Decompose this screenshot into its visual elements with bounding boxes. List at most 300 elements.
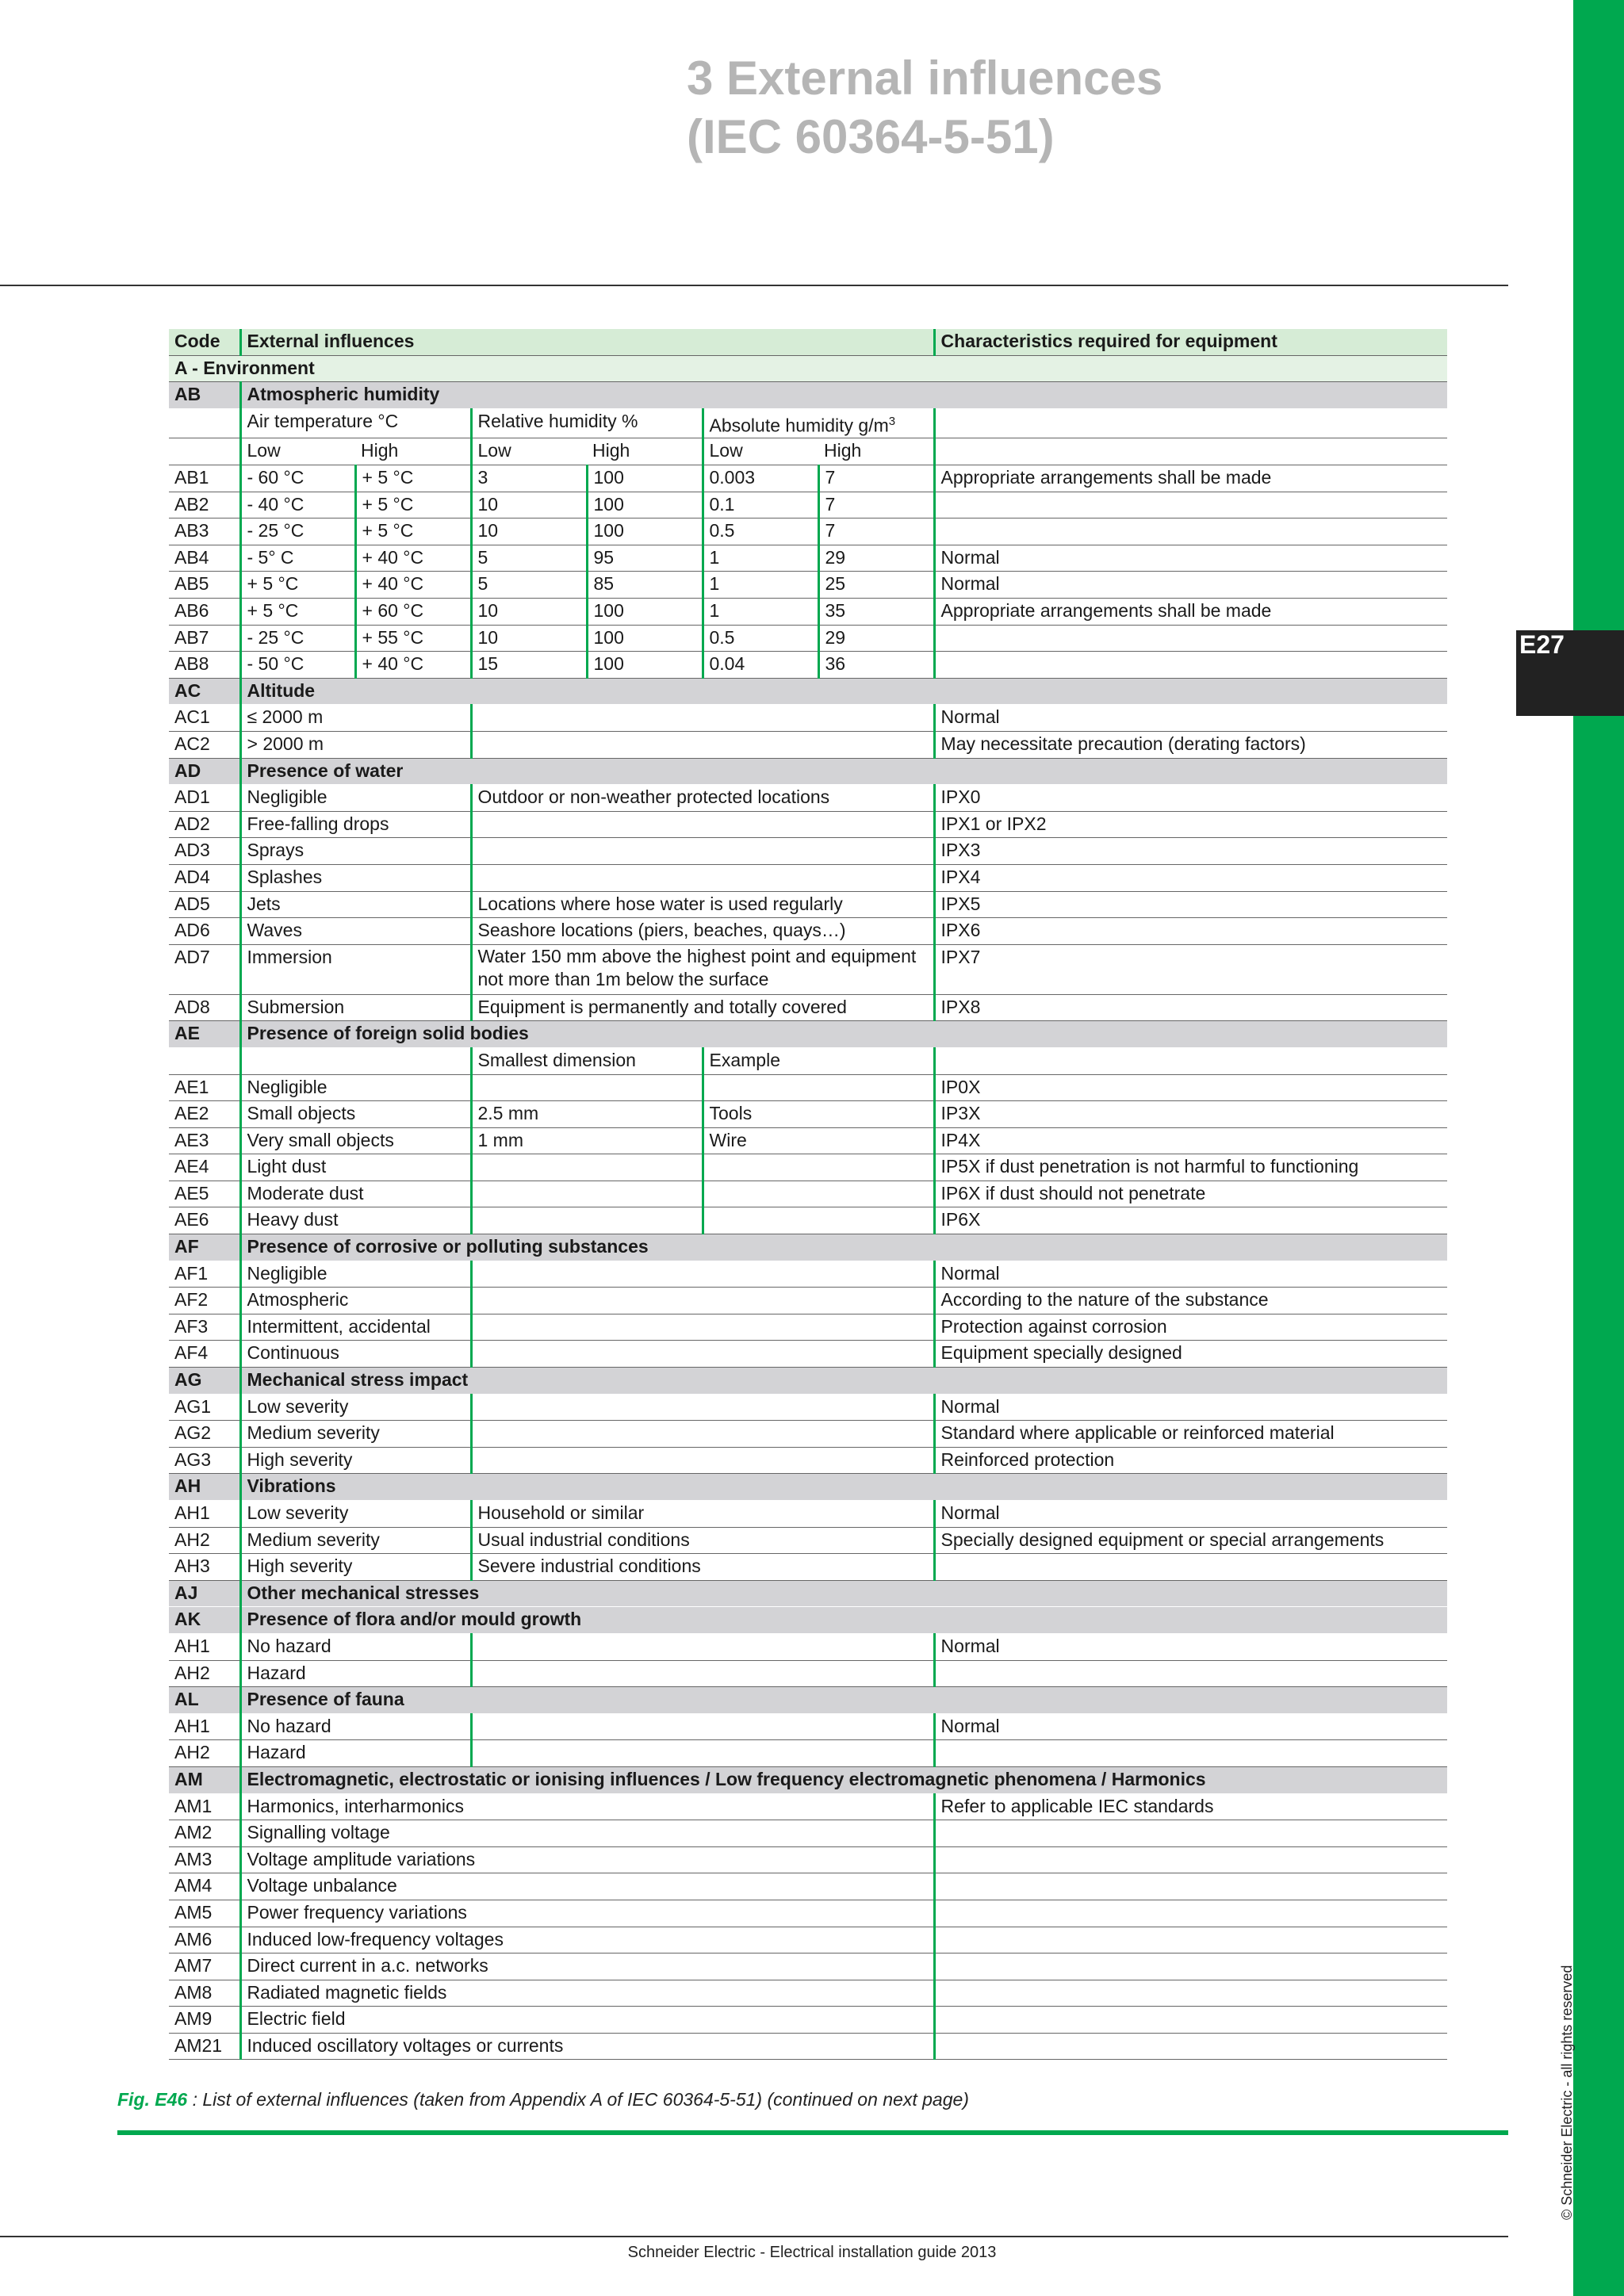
abs-humidity-high: 36 — [818, 652, 934, 679]
row-code: AF2 — [169, 1288, 240, 1314]
absolute-humidity-label: Absolute humidity g/m — [709, 415, 889, 436]
row-description — [471, 1288, 934, 1314]
air-temp-high: + 40 °C — [355, 572, 471, 599]
row-influence: Harmonics, interharmonics — [240, 1793, 934, 1820]
rel-humidity-low: 10 — [471, 519, 587, 545]
row-characteristics: IPX7 — [934, 944, 1447, 994]
table-row — [169, 2007, 1447, 2034]
row-characteristics: Appropriate arrangements shall be made — [934, 465, 1447, 492]
row-characteristics: IPX4 — [934, 864, 1447, 891]
row-code: AH1 — [169, 1633, 240, 1660]
rel-humidity-high: 100 — [587, 465, 703, 492]
table-row — [169, 1207, 1447, 1234]
category-row-ad — [169, 758, 1447, 785]
high-label: High — [818, 438, 934, 465]
abs-humidity-low: 1 — [703, 599, 818, 626]
title-line-2: (IEC 60364-5-51) — [687, 110, 1055, 163]
abs-humidity-high: 29 — [818, 625, 934, 652]
category-row-aj — [169, 1580, 1447, 1607]
abs-humidity-high: 7 — [818, 519, 934, 545]
row-description: Seashore locations (piers, beaches, quays…) — [471, 918, 934, 945]
row-characteristics: Normal — [934, 1501, 1447, 1528]
rel-humidity-low: 10 — [471, 599, 587, 626]
high-label: High — [587, 438, 703, 465]
row-description: Outdoor or non-weather protected locations — [471, 785, 934, 812]
blank-cell — [169, 1047, 240, 1074]
air-temp-low: - 25 °C — [240, 625, 355, 652]
row-code: AD3 — [169, 838, 240, 865]
foreign-bodies-subheader-row — [169, 1047, 1447, 1074]
table-row — [169, 492, 1447, 519]
row-characteristics: IPX1 or IPX2 — [934, 811, 1447, 838]
table-row — [169, 599, 1447, 626]
category-row-al — [169, 1687, 1447, 1714]
table-row — [169, 1873, 1447, 1900]
row-influence: > 2000 m — [240, 731, 471, 758]
table-row — [169, 1394, 1447, 1421]
row-influence: Free-falling drops — [240, 811, 471, 838]
row-characteristics: Standard where applicable or reinforced material — [934, 1421, 1447, 1448]
row-influence: Low severity — [240, 1394, 471, 1421]
row-characteristics — [934, 2033, 1447, 2060]
category-title: Presence of fauna — [240, 1687, 1447, 1714]
row-characteristics — [934, 519, 1447, 545]
category-row-ag — [169, 1368, 1447, 1395]
table-row — [169, 1740, 1447, 1767]
row-characteristics: Protection against corrosion — [934, 1314, 1447, 1341]
row-description — [471, 1394, 934, 1421]
row-description — [471, 838, 934, 865]
row-code: AM7 — [169, 1954, 240, 1980]
rel-humidity-high: 100 — [587, 652, 703, 679]
row-smallest-dimension — [471, 1154, 703, 1181]
figure-caption-text: : List of external influences (taken from Appendix A of IEC 60364-5-51) (continued on next page) — [187, 2089, 969, 2110]
row-influence: Atmospheric — [240, 1288, 471, 1314]
row-characteristics: IP6X — [934, 1207, 1447, 1234]
row-code: AM9 — [169, 2007, 240, 2034]
row-smallest-dimension — [471, 1207, 703, 1234]
row-characteristics — [934, 1554, 1447, 1581]
row-characteristics: May necessitate precaution (derating factors) — [934, 731, 1447, 758]
abs-humidity-high: 25 — [818, 572, 934, 599]
row-description: Usual industrial conditions — [471, 1527, 934, 1554]
row-code: AH2 — [169, 1527, 240, 1554]
row-code: AM21 — [169, 2033, 240, 2060]
table-row — [169, 918, 1447, 945]
section-environment: A - Environment — [169, 355, 1447, 382]
row-influence: No hazard — [240, 1713, 471, 1740]
row-characteristics: Normal — [934, 1394, 1447, 1421]
abs-humidity-low: 0.003 — [703, 465, 818, 492]
row-description — [471, 1261, 934, 1288]
row-description — [471, 731, 934, 758]
row-influence: Direct current in a.c. networks — [240, 1954, 934, 1980]
page-title — [687, 49, 1162, 166]
row-influence: Hazard — [240, 1660, 471, 1687]
rel-humidity-low: 5 — [471, 572, 587, 599]
row-influence: Negligible — [240, 785, 471, 812]
row-influence: Intermittent, accidental — [240, 1314, 471, 1341]
row-code: AB5 — [169, 572, 240, 599]
table-row — [169, 838, 1447, 865]
abs-humidity-high: 7 — [818, 465, 934, 492]
rel-humidity-high: 100 — [587, 492, 703, 519]
row-influence: Moderate dust — [240, 1181, 471, 1207]
category-row-ae — [169, 1021, 1447, 1048]
row-characteristics: IP0X — [934, 1074, 1447, 1101]
table-row — [169, 1793, 1447, 1820]
row-code: AF4 — [169, 1341, 240, 1368]
row-smallest-dimension — [471, 1074, 703, 1101]
row-influence: Power frequency variations — [240, 1900, 934, 1927]
category-title: Altitude — [240, 678, 1447, 705]
category-title: Presence of flora and/or mould growth — [240, 1607, 1447, 1634]
row-code: AE6 — [169, 1207, 240, 1234]
row-example — [703, 1154, 934, 1181]
table-header-row — [169, 329, 1447, 355]
row-code: AG1 — [169, 1394, 240, 1421]
rel-humidity-high: 100 — [587, 599, 703, 626]
table-row — [169, 944, 1447, 994]
abs-humidity-low: 0.04 — [703, 652, 818, 679]
table-row — [169, 1501, 1447, 1528]
row-code: AE3 — [169, 1127, 240, 1154]
row-characteristics: Normal — [934, 1261, 1447, 1288]
row-influence: Voltage unbalance — [240, 1873, 934, 1900]
row-characteristics: IPX8 — [934, 994, 1447, 1021]
category-code: AJ — [169, 1580, 240, 1607]
category-title: Atmospheric humidity — [240, 382, 1447, 409]
page-footer — [0, 2244, 1624, 2262]
table-row — [169, 625, 1447, 652]
row-code: AE4 — [169, 1154, 240, 1181]
row-characteristics — [934, 1660, 1447, 1687]
table-row — [169, 731, 1447, 758]
table-row — [169, 1527, 1447, 1554]
rel-humidity-low: 10 — [471, 625, 587, 652]
row-characteristics: IPX6 — [934, 918, 1447, 945]
category-title: Presence of corrosive or polluting substances — [240, 1234, 1447, 1261]
row-code: AB4 — [169, 545, 240, 572]
row-description — [471, 1314, 934, 1341]
abs-humidity-high: 35 — [818, 599, 934, 626]
row-description — [471, 811, 934, 838]
row-characteristics: Normal — [934, 572, 1447, 599]
blank-cell — [169, 438, 240, 465]
row-code: AH1 — [169, 1501, 240, 1528]
table-row — [169, 465, 1447, 492]
row-characteristics: IPX5 — [934, 891, 1447, 918]
row-characteristics: IP3X — [934, 1101, 1447, 1128]
figure-label: Fig. E46 — [117, 2089, 188, 2110]
table-row — [169, 785, 1447, 812]
row-example — [703, 1074, 934, 1101]
table-row — [169, 1341, 1447, 1368]
table-row — [169, 1421, 1447, 1448]
rel-humidity-high: 100 — [587, 625, 703, 652]
table-row — [169, 994, 1447, 1021]
row-description — [471, 1341, 934, 1368]
category-row-af — [169, 1234, 1447, 1261]
row-code: AD7 — [169, 944, 240, 994]
row-influence: Hazard — [240, 1740, 471, 1767]
category-code: AD — [169, 758, 240, 785]
row-influence: Induced low-frequency voltages — [240, 1927, 934, 1954]
air-temp-high: + 60 °C — [355, 599, 471, 626]
row-influence: Splashes — [240, 864, 471, 891]
table-body — [169, 329, 1447, 2060]
blank-cell — [934, 408, 1447, 438]
external-influences-table — [169, 329, 1447, 2060]
row-example: Tools — [703, 1101, 934, 1128]
row-description — [471, 864, 934, 891]
row-influence: Immersion — [240, 944, 471, 994]
row-code: AB1 — [169, 465, 240, 492]
row-code: AE1 — [169, 1074, 240, 1101]
table-row — [169, 1101, 1447, 1128]
air-temp-low: - 60 °C — [240, 465, 355, 492]
category-code: AE — [169, 1021, 240, 1048]
table-row — [169, 2033, 1447, 2060]
green-side-bar — [1573, 0, 1624, 2296]
table-row — [169, 1314, 1447, 1341]
rel-humidity-low: 3 — [471, 465, 587, 492]
top-rule — [0, 285, 1508, 286]
row-influence: Jets — [240, 891, 471, 918]
row-characteristics — [934, 1740, 1447, 1767]
row-code: AH2 — [169, 1660, 240, 1687]
table-row — [169, 1127, 1447, 1154]
row-influence: Signalling voltage — [240, 1820, 934, 1847]
abs-humidity-low: 1 — [703, 545, 818, 572]
table-row — [169, 545, 1447, 572]
header-code: Code — [169, 329, 240, 355]
abs-humidity-high: 7 — [818, 492, 934, 519]
row-characteristics: IP5X if dust penetration is not harmful to functioning — [934, 1154, 1447, 1181]
row-characteristics — [934, 2007, 1447, 2034]
category-code: AM — [169, 1766, 240, 1793]
rel-humidity-low: 10 — [471, 492, 587, 519]
row-characteristics — [934, 1954, 1447, 1980]
blank-cell — [934, 438, 1447, 465]
category-code: AG — [169, 1368, 240, 1395]
row-characteristics — [934, 1846, 1447, 1873]
copyright-note: © Schneider Electric - all rights reserved — [1559, 1965, 1575, 2220]
row-description — [471, 1421, 934, 1448]
category-title: Vibrations — [240, 1474, 1447, 1501]
abs-humidity-low: 0.1 — [703, 492, 818, 519]
table-row — [169, 1074, 1447, 1101]
air-temp-low: + 5 °C — [240, 599, 355, 626]
rel-humidity-low: 15 — [471, 652, 587, 679]
table-row — [169, 1447, 1447, 1474]
row-code: AM3 — [169, 1846, 240, 1873]
row-influence: Low severity — [240, 1501, 471, 1528]
rel-humidity-high: 85 — [587, 572, 703, 599]
rel-humidity-low: 5 — [471, 545, 587, 572]
high-label: High — [355, 438, 471, 465]
row-code: AM1 — [169, 1793, 240, 1820]
row-example: Wire — [703, 1127, 934, 1154]
bottom-rule — [0, 2236, 1508, 2237]
low-label: Low — [471, 438, 587, 465]
row-description — [471, 1633, 934, 1660]
row-code: AM8 — [169, 1980, 240, 2007]
row-influence: Continuous — [240, 1341, 471, 1368]
abs-humidity-low: 0.5 — [703, 519, 818, 545]
table-row — [169, 1261, 1447, 1288]
row-characteristics: Normal — [934, 705, 1447, 732]
row-smallest-dimension — [471, 1181, 703, 1207]
row-influence: Negligible — [240, 1261, 471, 1288]
category-code: AB — [169, 382, 240, 409]
air-temp-high: + 40 °C — [355, 652, 471, 679]
air-temp-high: + 5 °C — [355, 465, 471, 492]
row-code: AM5 — [169, 1900, 240, 1927]
category-row-ah — [169, 1474, 1447, 1501]
table-row — [169, 652, 1447, 679]
row-characteristics: Normal — [934, 1633, 1447, 1660]
air-temp-low: + 5 °C — [240, 572, 355, 599]
table-row — [169, 1713, 1447, 1740]
low-label: Low — [703, 438, 818, 465]
row-code: AB3 — [169, 519, 240, 545]
category-row-ak — [169, 1607, 1447, 1634]
table-row — [169, 1927, 1447, 1954]
category-code: AF — [169, 1234, 240, 1261]
row-characteristics: IPX3 — [934, 838, 1447, 865]
row-description: Locations where hose water is used regularly — [471, 891, 934, 918]
figure-caption — [117, 2089, 969, 2110]
low-label: Low — [240, 438, 355, 465]
table-row — [169, 1181, 1447, 1207]
row-influence: Sprays — [240, 838, 471, 865]
row-code: AD1 — [169, 785, 240, 812]
row-code: AF3 — [169, 1314, 240, 1341]
table-row — [169, 1154, 1447, 1181]
row-code: AD6 — [169, 918, 240, 945]
row-code: AD4 — [169, 864, 240, 891]
table-row — [169, 1954, 1447, 1980]
row-code: AD2 — [169, 811, 240, 838]
row-influence: High severity — [240, 1447, 471, 1474]
row-characteristics: Refer to applicable IEC standards — [934, 1793, 1447, 1820]
humidity-subheader-row — [169, 408, 1447, 438]
blank-cell — [240, 1047, 471, 1074]
subheader-example: Example — [703, 1047, 934, 1074]
category-title: Presence of foreign solid bodies — [240, 1021, 1447, 1048]
row-description: Severe industrial conditions — [471, 1554, 934, 1581]
page-number: E27 — [1519, 630, 1565, 659]
row-code: AC1 — [169, 705, 240, 732]
row-code: AB2 — [169, 492, 240, 519]
row-characteristics: Normal — [934, 1713, 1447, 1740]
table-row — [169, 1820, 1447, 1847]
category-title: Electromagnetic, electrostatic or ionising influences / Low frequency electromagnetic phenomena / Harmonics — [240, 1766, 1447, 1793]
row-code: AG2 — [169, 1421, 240, 1448]
row-code: AH2 — [169, 1740, 240, 1767]
air-temp-low: - 40 °C — [240, 492, 355, 519]
row-code: AE5 — [169, 1181, 240, 1207]
row-influence: High severity — [240, 1554, 471, 1581]
row-characteristics — [934, 1927, 1447, 1954]
category-code: AK — [169, 1607, 240, 1634]
row-characteristics — [934, 1980, 1447, 2007]
row-description — [471, 1740, 934, 1767]
footer-text: Schneider Electric - Electrical installation guide 2013 — [627, 2244, 997, 2261]
air-temp-low: - 25 °C — [240, 519, 355, 545]
header-external-influences: External influences — [240, 329, 934, 355]
row-characteristics: According to the nature of the substance — [934, 1288, 1447, 1314]
row-characteristics: Normal — [934, 545, 1447, 572]
row-code: AH3 — [169, 1554, 240, 1581]
row-description — [471, 1447, 934, 1474]
row-description: Equipment is permanently and totally covered — [471, 994, 934, 1021]
row-code: AB6 — [169, 599, 240, 626]
row-characteristics: Reinforced protection — [934, 1447, 1447, 1474]
subheader-air-temperature: Air temperature °C — [240, 408, 471, 438]
row-code: AH1 — [169, 1713, 240, 1740]
category-row-ac — [169, 678, 1447, 705]
row-code: AM6 — [169, 1927, 240, 1954]
row-code: AD8 — [169, 994, 240, 1021]
header-characteristics: Characteristics required for equipment — [934, 329, 1447, 355]
row-description — [471, 705, 934, 732]
row-code: AG3 — [169, 1447, 240, 1474]
table-row — [169, 1633, 1447, 1660]
row-example — [703, 1181, 934, 1207]
row-code: AB7 — [169, 625, 240, 652]
row-characteristics: Equipment specially designed — [934, 1341, 1447, 1368]
row-description: Household or similar — [471, 1501, 934, 1528]
blank-cell — [169, 408, 240, 438]
rel-humidity-high: 100 — [587, 519, 703, 545]
table-row — [169, 705, 1447, 732]
table-row — [169, 1288, 1447, 1314]
air-temp-high: + 5 °C — [355, 492, 471, 519]
row-influence: Waves — [240, 918, 471, 945]
row-description: Water 150 mm above the highest point and equipment not more than 1m below the surface — [471, 944, 934, 994]
row-code: AD5 — [169, 891, 240, 918]
row-code: AF1 — [169, 1261, 240, 1288]
row-code: AC2 — [169, 731, 240, 758]
row-influence: Voltage amplitude variations — [240, 1846, 934, 1873]
row-characteristics — [934, 625, 1447, 652]
row-influence: Very small objects — [240, 1127, 471, 1154]
abs-humidity-low: 0.5 — [703, 625, 818, 652]
category-title: Other mechanical stresses — [240, 1580, 1447, 1607]
table-row — [169, 1846, 1447, 1873]
abs-humidity-low: 1 — [703, 572, 818, 599]
row-characteristics: IP4X — [934, 1127, 1447, 1154]
abs-humidity-high: 29 — [818, 545, 934, 572]
row-influence: Light dust — [240, 1154, 471, 1181]
table-row — [169, 1980, 1447, 2007]
row-influence: Submersion — [240, 994, 471, 1021]
row-influence: Medium severity — [240, 1421, 471, 1448]
table-row — [169, 519, 1447, 545]
rel-humidity-high: 95 — [587, 545, 703, 572]
row-characteristics — [934, 1873, 1447, 1900]
cubic-superscript: 3 — [888, 414, 896, 428]
row-code: AE2 — [169, 1101, 240, 1128]
row-influence: Negligible — [240, 1074, 471, 1101]
table-row — [169, 1900, 1447, 1927]
row-description — [471, 1713, 934, 1740]
row-characteristics: Appropriate arrangements shall be made — [934, 599, 1447, 626]
row-influence: Small objects — [240, 1101, 471, 1128]
table-row — [169, 864, 1447, 891]
